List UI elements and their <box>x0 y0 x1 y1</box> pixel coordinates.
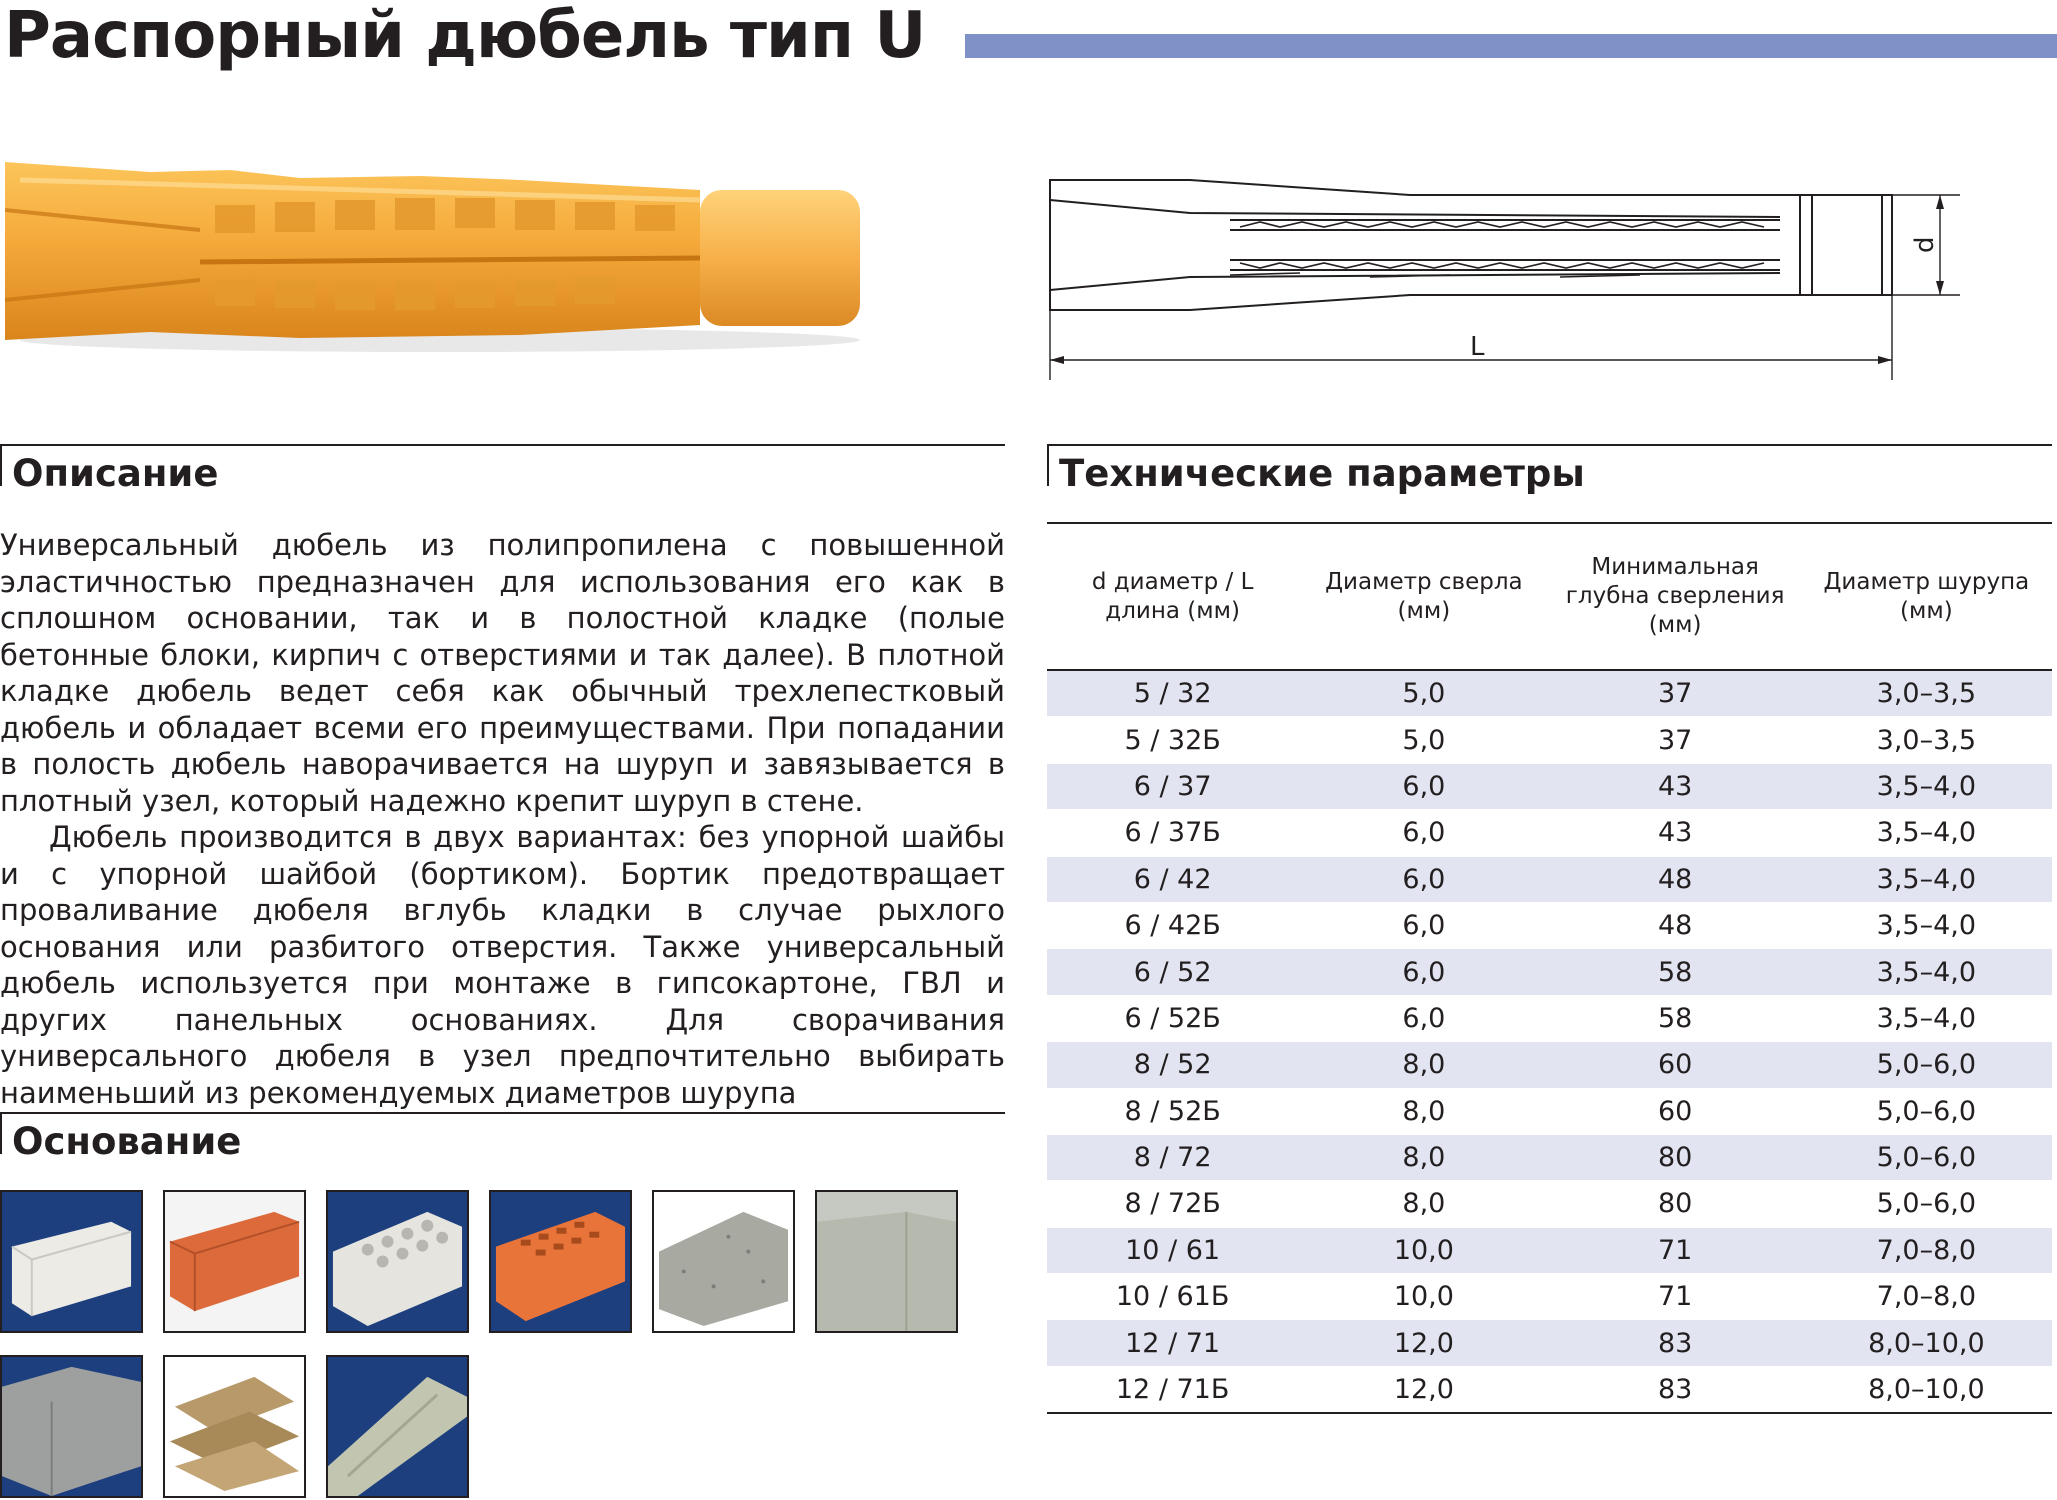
table-row <box>1047 763 2052 809</box>
cell-screw-diameter: 5,0–6,0 <box>1801 1042 2052 1088</box>
title-accent-bar <box>965 34 2057 58</box>
table-row <box>1047 1320 2052 1366</box>
cell-screw-diameter: 7,0–8,0 <box>1801 1274 2052 1320</box>
cell-screw-diameter: 3,5–4,0 <box>1801 856 2052 902</box>
header-screw-diameter: Диаметр шурупа (мм) <box>1801 523 2052 670</box>
cell-size: 12 / 71 <box>1047 1320 1298 1366</box>
cell-size: 10 / 61 <box>1047 1227 1298 1273</box>
cell-drill-diameter: 12,0 <box>1298 1320 1549 1366</box>
cell-screw-diameter: 3,0–3,5 <box>1801 717 2052 763</box>
cell-size: 6 / 37 <box>1047 763 1298 809</box>
cell-size: 10 / 61Б <box>1047 1274 1298 1320</box>
cell-screw-diameter: 3,5–4,0 <box>1801 949 2052 995</box>
solid-red-brick-icon <box>163 1190 306 1333</box>
section-rule <box>0 1112 1005 1114</box>
table-row <box>1047 856 2052 902</box>
cell-screw-diameter: 3,5–4,0 <box>1801 810 2052 856</box>
cell-size: 5 / 32 <box>1047 670 1298 717</box>
cell-min-drill-depth: 43 <box>1550 763 1801 809</box>
cell-size: 6 / 42 <box>1047 856 1298 902</box>
table-row <box>1047 1088 2052 1134</box>
cell-size: 8 / 72 <box>1047 1134 1298 1180</box>
specs-body <box>1047 670 2052 1413</box>
table-row <box>1047 1134 2052 1180</box>
table-row <box>1047 1274 2052 1320</box>
table-row <box>1047 670 2052 717</box>
specs-header-row <box>1047 523 2052 670</box>
cell-min-drill-depth: 60 <box>1550 1088 1801 1134</box>
table-row <box>1047 1181 2052 1227</box>
tech-section-header <box>1047 444 2052 504</box>
header-min-drill-depth: Минимальная глубна сверления (мм) <box>1550 523 1801 670</box>
section-tick <box>0 444 2 486</box>
cell-drill-diameter: 6,0 <box>1298 856 1549 902</box>
dowel-drawing <box>1040 165 1980 385</box>
dimension-d-label: d <box>1910 236 1940 253</box>
cell-screw-diameter: 7,0–8,0 <box>1801 1227 2052 1273</box>
cell-min-drill-depth: 80 <box>1550 1134 1801 1180</box>
base-section-header <box>0 1112 1005 1172</box>
cell-size: 6 / 37Б <box>1047 810 1298 856</box>
table-row <box>1047 995 2052 1041</box>
table-row <box>1047 717 2052 763</box>
cell-min-drill-depth: 80 <box>1550 1181 1801 1227</box>
cell-size: 8 / 52 <box>1047 1042 1298 1088</box>
cell-min-drill-depth: 60 <box>1550 1042 1801 1088</box>
cell-size: 6 / 52 <box>1047 949 1298 995</box>
cell-screw-diameter: 3,0–3,5 <box>1801 670 2052 717</box>
cell-min-drill-depth: 58 <box>1550 949 1801 995</box>
table-row <box>1047 1366 2052 1413</box>
cell-drill-diameter: 8,0 <box>1298 1042 1549 1088</box>
section-tick <box>0 1112 2 1154</box>
concrete-block-icon <box>0 1355 143 1498</box>
cell-screw-diameter: 3,5–4,0 <box>1801 995 2052 1041</box>
cell-drill-diameter: 6,0 <box>1298 763 1549 809</box>
cell-drill-diameter: 10,0 <box>1298 1274 1549 1320</box>
description-text <box>0 527 1005 1111</box>
description-paragraph-1: Универсальный дюбель из полипропилена с повышенной эластичностью предназначен для использования его как в сплошном основании, так и в полостной кладке (полые бетонные блоки, кирпич с отверстиями и так далее). В плотной кладке дюбель ведет себя как обычный трехлепестковый дюбель и обладает всеми его преимуществами. При попадании в полость дюбель наворачивается на шуруп и завязывается в плотный узел, который надежно крепит шуруп в стене. <box>0 528 1005 818</box>
cell-min-drill-depth: 48 <box>1550 856 1801 902</box>
cell-screw-diameter: 8,0–10,0 <box>1801 1366 2052 1413</box>
cell-size: 8 / 72Б <box>1047 1181 1298 1227</box>
cell-drill-diameter: 8,0 <box>1298 1088 1549 1134</box>
cell-size: 12 / 71Б <box>1047 1366 1298 1413</box>
cell-screw-diameter: 5,0–6,0 <box>1801 1134 2052 1180</box>
cell-drill-diameter: 6,0 <box>1298 902 1549 948</box>
cell-screw-diameter: 3,5–4,0 <box>1801 902 2052 948</box>
cell-size: 6 / 52Б <box>1047 995 1298 1041</box>
table-row <box>1047 1042 2052 1088</box>
expanded-clay-block-icon <box>652 1190 795 1333</box>
cell-drill-diameter: 5,0 <box>1298 670 1549 717</box>
cell-min-drill-depth: 58 <box>1550 995 1801 1041</box>
solid-white-brick-icon <box>0 1190 143 1333</box>
description-section-header <box>0 444 1005 504</box>
dowel-photo <box>0 150 880 360</box>
cell-drill-diameter: 12,0 <box>1298 1366 1549 1413</box>
cell-min-drill-depth: 71 <box>1550 1227 1801 1273</box>
cell-min-drill-depth: 37 <box>1550 717 1801 763</box>
cell-min-drill-depth: 83 <box>1550 1366 1801 1413</box>
hollow-ceramic-brick-icon <box>489 1190 632 1333</box>
header-size: d диаметр / L длина (мм) <box>1047 523 1298 670</box>
specs-table <box>1047 522 2052 1414</box>
section-rule <box>1047 444 2052 446</box>
table-row <box>1047 949 2052 995</box>
cell-drill-diameter: 6,0 <box>1298 810 1549 856</box>
section-rule <box>0 444 1005 446</box>
header-drill-diameter: Диаметр сверла (мм) <box>1298 523 1549 670</box>
dimension-L-label: L <box>1470 332 1485 362</box>
description-heading: Описание <box>12 452 219 495</box>
cell-drill-diameter: 8,0 <box>1298 1134 1549 1180</box>
cell-min-drill-depth: 71 <box>1550 1274 1801 1320</box>
page-title: Распорный дюбель тип U <box>4 0 926 73</box>
cell-min-drill-depth: 83 <box>1550 1320 1801 1366</box>
description-paragraph-2: Дюбель производится в двух вариантах: без упорной шайбы и с упорной шайбой (бортиком). Бортик предотвращает проваливание дюбеля вглубь кладки в случае рыхлого основания или разбитого отверстия. Также универсальный дюбель используется при монтаже в гипсокартоне, ГВЛ и других панельных основаниях. Для сворачивания универсального дюбеля в узел предпочтительно выбирать наименьший из рекомендуемых диаметров шурупа <box>0 820 1005 1110</box>
table-row <box>1047 810 2052 856</box>
cell-drill-diameter: 5,0 <box>1298 717 1549 763</box>
cell-size: 6 / 42Б <box>1047 902 1298 948</box>
cell-drill-diameter: 6,0 <box>1298 995 1549 1041</box>
cell-size: 8 / 52Б <box>1047 1088 1298 1134</box>
cell-min-drill-depth: 43 <box>1550 810 1801 856</box>
tech-heading: Технические параметры <box>1059 452 1585 495</box>
base-heading: Основание <box>12 1120 242 1163</box>
table-row <box>1047 902 2052 948</box>
cell-screw-diameter: 5,0–6,0 <box>1801 1088 2052 1134</box>
cell-screw-diameter: 3,5–4,0 <box>1801 763 2052 809</box>
hollow-white-brick-icon <box>326 1190 469 1333</box>
cell-screw-diameter: 8,0–10,0 <box>1801 1320 2052 1366</box>
gas-concrete-block-icon <box>815 1190 958 1333</box>
cell-screw-diameter: 5,0–6,0 <box>1801 1181 2052 1227</box>
cell-min-drill-depth: 48 <box>1550 902 1801 948</box>
cell-drill-diameter: 6,0 <box>1298 949 1549 995</box>
cell-drill-diameter: 10,0 <box>1298 1227 1549 1273</box>
plasterboard-icon <box>326 1355 469 1498</box>
cell-drill-diameter: 8,0 <box>1298 1181 1549 1227</box>
section-tick <box>1047 444 1049 486</box>
cell-size: 5 / 32Б <box>1047 717 1298 763</box>
table-row <box>1047 1227 2052 1273</box>
chipboard-icon <box>163 1355 306 1498</box>
cell-min-drill-depth: 37 <box>1550 670 1801 717</box>
